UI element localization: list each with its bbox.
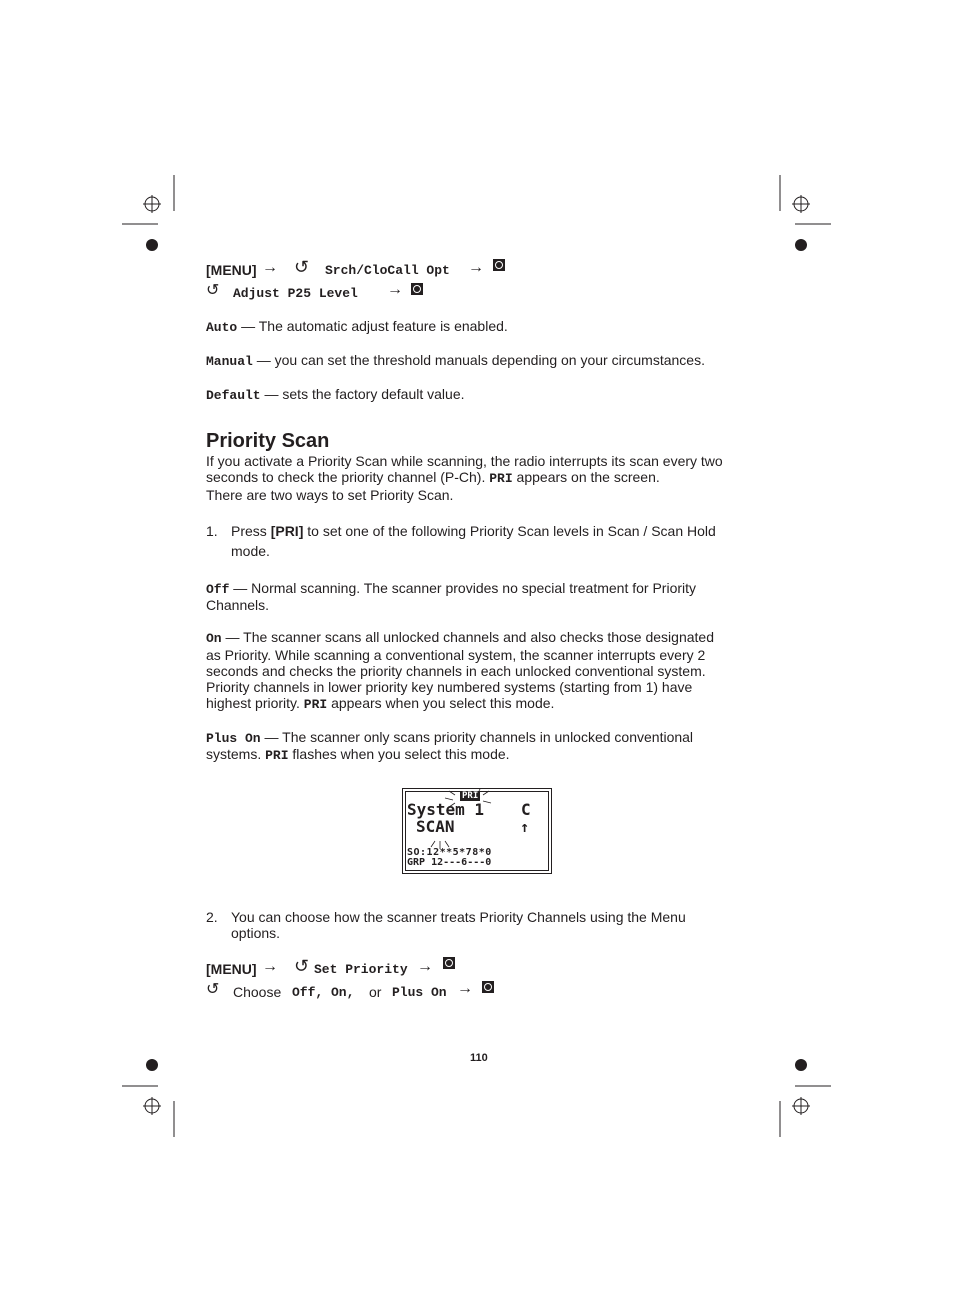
option-on-cont: seconds and checks the priority channels in each unlocked conventional system. <box>206 663 706 679</box>
lcd-group-row: GRP 12---6---0 <box>407 857 492 868</box>
intro-line: seconds to check the priority channel (P-Ch). PRI appears on the screen. <box>206 469 660 486</box>
intro-line: If you activate a Priority Scan while scanning, the radio interrupts its scan every two <box>206 453 723 469</box>
rotate-knob-icon: ↺ <box>206 981 220 998</box>
up-arrow-icon: ↑ <box>520 818 530 836</box>
arrow-right-icon: → <box>262 958 278 975</box>
intro-line: There are two ways to set Priority Scan. <box>206 487 454 503</box>
choice-options: Off, On, <box>292 985 355 1000</box>
option-on-cont: highest priority. PRI appears when you select this mode. <box>206 695 555 712</box>
lcd-display <box>402 788 552 874</box>
step-1-text-cont: mode. <box>231 543 270 559</box>
menu-item-srch-clocall: Srch/CloCall Opt <box>325 263 450 278</box>
step-number: 1. <box>206 523 218 539</box>
option-off-cont: Channels. <box>206 597 270 613</box>
step-2-text: You can choose how the scanner treats Priority Channels using the Menu <box>231 909 686 925</box>
lcd-mode: SCAN <box>416 817 455 836</box>
step-1-text: Press [PRI] to set one of the following Priority Scan levels in Scan / Scan Hold <box>231 523 716 539</box>
push-knob-icon <box>443 957 455 969</box>
menu-item-adjust-p25: Adjust P25 Level <box>233 286 358 301</box>
option-off: Off — Normal scanning. The scanner provides no special treatment for Priority <box>206 580 697 597</box>
option-on-cont: Priority channels in lower priority key numbered systems (starting from 1) have <box>206 679 693 695</box>
arrow-right-icon: → <box>387 281 403 298</box>
step-number: 2. <box>206 909 218 925</box>
arrow-right-icon: → <box>468 259 484 276</box>
option-default: Default — sets the factory default value. <box>206 386 465 403</box>
choose-label: Choose <box>233 984 282 1000</box>
step-2-text-cont: options. <box>231 925 281 941</box>
menu-item-set-priority: Set Priority <box>314 962 408 977</box>
rotate-knob-icon: ↺ <box>294 956 310 976</box>
arrow-right-icon: → <box>262 259 278 276</box>
arrow-right-icon: → <box>457 980 473 997</box>
choice-plus-on: Plus On <box>392 985 447 1000</box>
option-plus-on: Plus On — The scanner only scans priority channels in unlocked conventional <box>206 729 694 746</box>
option-on: On — The scanner scans all unlocked channels and also checks those designated <box>206 629 714 646</box>
option-auto: Auto — The automatic adjust feature is enabled. <box>206 318 508 335</box>
push-knob-icon <box>411 283 423 295</box>
arrow-right-icon: → <box>417 958 433 975</box>
section-title: Priority Scan <box>206 430 330 452</box>
menu-key-label: [MENU] <box>206 961 257 977</box>
page-number: 110 <box>470 1052 488 1064</box>
rotate-knob-icon: ↺ <box>294 257 310 277</box>
lcd-pri-indicator: PRI <box>462 791 479 801</box>
push-knob-icon <box>482 981 494 993</box>
option-on-cont: as Priority. While scanning a conventional system, the scanner interrupts every 2 <box>206 647 706 663</box>
rotate-knob-icon: ↺ <box>206 282 220 299</box>
option-plus-on-cont: systems. PRI flashes when you select this mode. <box>206 746 510 763</box>
push-knob-icon <box>493 259 505 271</box>
choice-or: or <box>369 984 382 1000</box>
option-manual: Manual — you can set the threshold manuals depending on your circumstances. <box>206 352 705 369</box>
lcd-system-row: SO:12**5*78*0 <box>407 847 492 858</box>
lcd-channel-flag: C <box>521 800 531 819</box>
lcd-system-name: System 1 <box>407 800 485 819</box>
menu-key-label: [MENU] <box>206 262 257 278</box>
